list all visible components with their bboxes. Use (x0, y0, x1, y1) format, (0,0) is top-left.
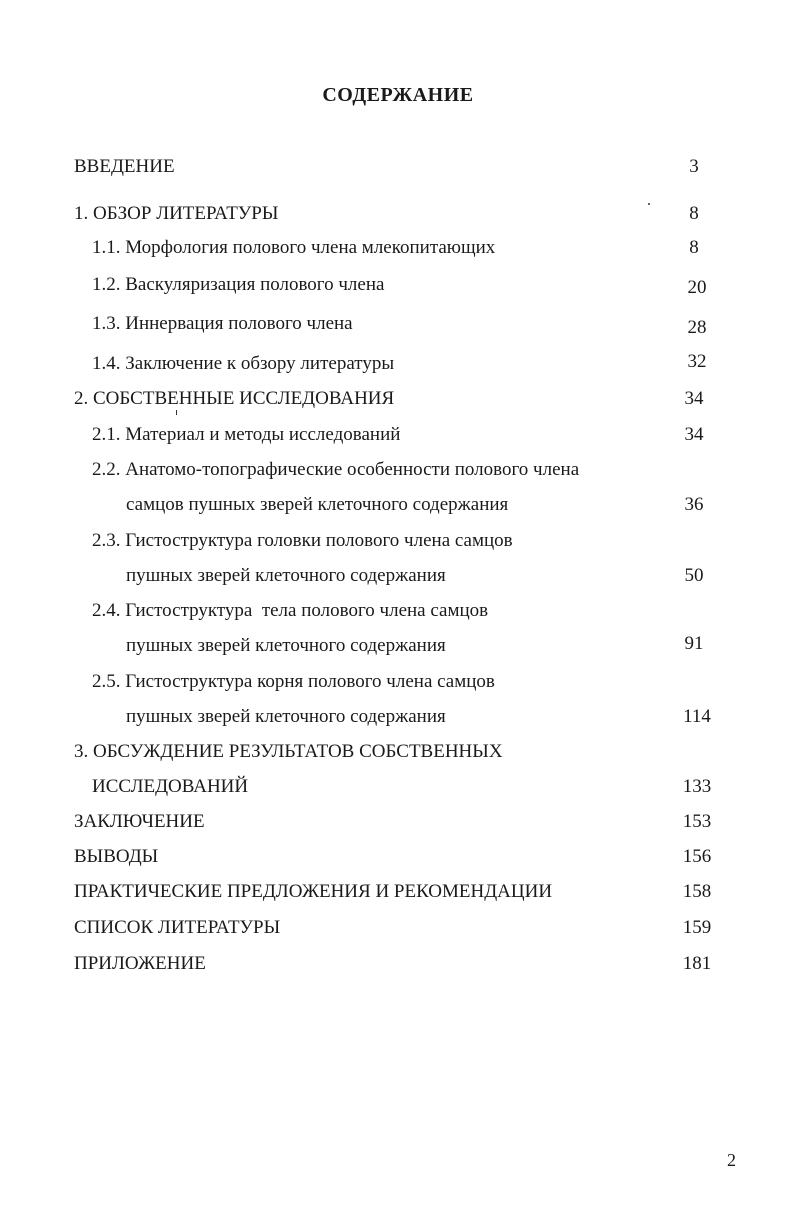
toc-entry (0, 877, 796, 907)
page-number: 2 (727, 1150, 736, 1170)
toc-entry (0, 667, 796, 697)
toc-entry-label: 3. ОБСУЖДЕНИЕ РЕЗУЛЬТАТОВ СОБСТВЕННЫХ (74, 741, 503, 762)
toc-entry (0, 913, 796, 943)
toc-entry (0, 349, 796, 379)
toc-entry-label: 2.2. Анатомо-топографические особенности полового члена (92, 459, 580, 480)
toc-entry-page: 34 (684, 388, 704, 409)
toc-entry-label-cont: пушных зверей клеточного содержания (126, 635, 446, 656)
toc-entry-page: 8 (689, 237, 699, 258)
toc-entry-label: 2.5. Гистоструктура корня полового члена самцов (92, 671, 495, 692)
toc-entry-continuation (0, 631, 796, 661)
toc-entry-page: 36 (684, 494, 704, 515)
toc-entry (0, 199, 796, 229)
toc-entry-label: 2. СОБСТВЕННЫЕ ИССЛЕДОВАНИЯ (74, 388, 395, 409)
toc-entry (0, 949, 796, 979)
toc-entry-page: 159 (682, 917, 712, 938)
toc-entry (0, 737, 796, 767)
toc-entry-page: 8 (689, 203, 699, 224)
toc-entry-continuation (0, 490, 796, 520)
toc-entry-page: 153 (682, 811, 712, 832)
toc-entry-label: 2.1. Материал и методы исследований (92, 424, 401, 445)
toc-entry (0, 270, 796, 300)
toc-entry-page: 114 (683, 706, 711, 727)
toc-entry (0, 596, 796, 626)
toc-entry (0, 455, 796, 485)
toc-entry-label: 1.3. Иннервация полового члена (92, 313, 353, 334)
toc-entry-label: 2.3. Гистоструктура головки полового члена самцов (92, 530, 513, 551)
toc-entry-label: 1.2. Васкуляризация полового члена (92, 274, 385, 295)
toc-entry-label: 1.1. Морфология полового члена млекопитающих (92, 237, 496, 258)
toc-entry-label: ЗАКЛЮЧЕНИЕ (74, 811, 205, 832)
toc-entry-label: ПРИЛОЖЕНИЕ (74, 953, 206, 974)
toc-entry-page: 20 (687, 277, 707, 298)
toc-entry-page: 28 (687, 317, 707, 338)
toc-entry (0, 526, 796, 556)
toc-entry-label: 1. ОБЗОР ЛИТЕРАТУРЫ (74, 203, 279, 224)
toc-entry-page: 158 (682, 881, 712, 902)
toc-entry-page: 50 (684, 565, 704, 586)
toc-entry-label: ВЫВОДЫ (74, 846, 159, 867)
toc-entry-page: 3 (689, 156, 699, 177)
scan-speck (176, 410, 177, 415)
toc-entry-label: СПИСОК ЛИТЕРАТУРЫ (74, 917, 281, 938)
toc-entry (0, 233, 796, 263)
toc-entry-continuation (0, 702, 796, 732)
toc-entry-label: ВВЕДЕНИЕ (74, 156, 175, 177)
toc-entry (0, 842, 796, 872)
page-title: СОДЕРЖАНИЕ (322, 84, 474, 106)
toc-entry-label: 1.4. Заключение к обзору литературы (92, 353, 395, 374)
toc-entry-page: 133 (682, 776, 712, 797)
toc-entry-page: 156 (682, 846, 712, 867)
toc-entry (0, 152, 796, 182)
toc-entry-continuation (0, 772, 796, 802)
toc-entry (0, 420, 796, 450)
toc-entry-continuation (0, 561, 796, 591)
toc-entry-label-cont: пушных зверей клеточного содержания (126, 706, 446, 727)
toc-entry (0, 384, 796, 414)
toc-entry (0, 807, 796, 837)
toc-entry-label-cont: ИССЛЕДОВАНИЙ (92, 776, 249, 797)
scan-speck (648, 203, 650, 205)
toc-entry-label-cont: пушных зверей клеточного содержания (126, 565, 446, 586)
toc-entry-label: 2.4. Гистоструктура тела полового члена самцов (92, 600, 489, 621)
toc-entry-page: 181 (682, 953, 712, 974)
toc-entry-page: 91 (684, 633, 704, 654)
toc-entry (0, 309, 796, 339)
toc-entry-page: 32 (687, 351, 707, 372)
toc-entry-label-cont: самцов пушных зверей клеточного содержания (126, 494, 509, 515)
toc-entry-page: 34 (684, 424, 704, 445)
toc-entry-label: ПРАКТИЧЕСКИЕ ПРЕДЛОЖЕНИЯ И РЕКОМЕНДАЦИИ (74, 881, 553, 902)
